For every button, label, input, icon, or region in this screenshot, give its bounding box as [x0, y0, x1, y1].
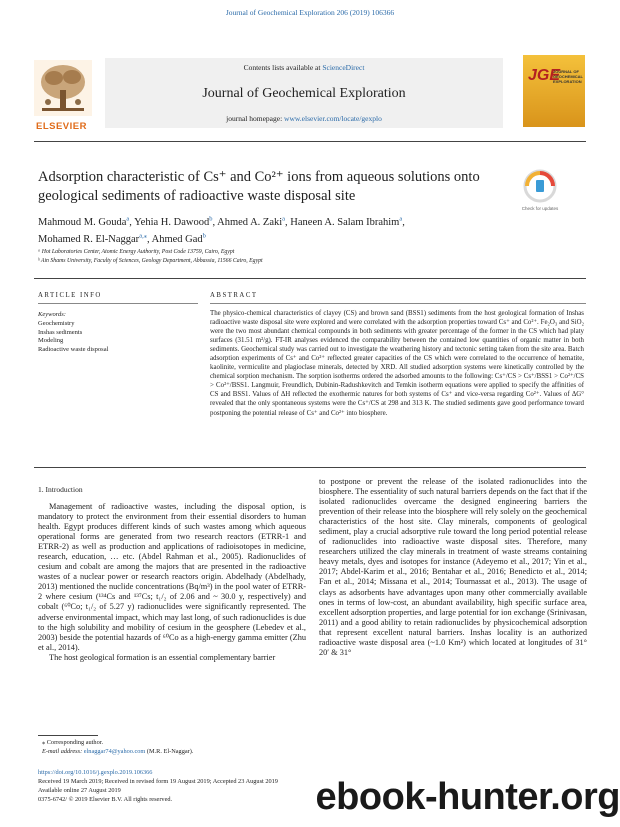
author-list [38, 214, 558, 248]
author-affil-mark[interactable]: b [209, 215, 213, 223]
copyright-line: 0375-6742/ © 2019 Elsevier B.V. All rights reserved. [38, 796, 173, 803]
corresponding-author-note: ⁎ Corresponding author. [42, 739, 104, 746]
author-line-1: Mahmoud M. Gouda$^a$, Yehia H. Dawood$^b$, Ahmed A. Zaki$^a$, Haneen A. Salam Ibrahim$^a$, [38, 215, 405, 228]
intro-column-right [319, 477, 587, 658]
intro-paragraph: Management of radioactive wastes, including the disposal option, is mandatory to protect the environment from their essential disorders to human health. Egypt produces different kinds of such wastes among which aqueous operational forms are generated from two research reactors (ETRR-1 and ETRR-2) as well as production and applications of radioisotopes in medicine, research, education, … etc. (Abdel Rahman et al., 2005). Radionuclides of cesium and cobalt are among the majors that are presented in the radioactive wastes of a nuclear power or research reactors origin. Abdelhady (Abdelhady, 2013) mentioned the nuclide concentrations (Bq/m³) in the pool water of ETRR-2 where cesium (¹³⁴Cs and ¹³⁷Cs; t₁/₂ of 2.06 and ~ 30.0 y, respectively) and cobalt (⁶⁰Co; t₁/₂ of 5.27 y) radionuclides were significantly represented. The adverse environmental impact, which may last long, of such radionuclides is due to the high solubility and mobility of cesium in the geosphere (Lebedev et al., 2003) beside the potential hazards of ⁶⁰Co as a high-energy gamma emitter (Zhu et al., 2014). [38, 502, 306, 652]
author-name: Mohamed R. El-Naggar [38, 234, 140, 245]
author-name: Mahmoud M. Gouda [38, 217, 127, 228]
author-name: Haneen A. Salam Ibrahim [290, 217, 400, 228]
doi-link[interactable]: https://doi.org/10.1016/j.gexplo.2019.106366 [38, 769, 153, 776]
homepage-link[interactable]: www.elsevier.com/locate/gexplo [284, 114, 382, 123]
check-for-updates-label[interactable]: Check for updates [521, 206, 559, 211]
author-name: Ahmed A. Zaki [217, 217, 283, 228]
keyword: Modeling [38, 337, 64, 344]
affiliation-b: ᵇ Ain Shams University, Faculty of Sciences, Geology Department, Abbassia, 11566 Cairo, Egypt [38, 258, 263, 264]
available-online: Available online 27 August 2019 [38, 787, 121, 794]
author-line-2: Mohamed R. El-Naggar$^{a,⁎}$, Ahmed Gad$^b$ [38, 232, 206, 245]
keyword: Geochemistry [38, 320, 75, 327]
intro-column-left [38, 502, 306, 663]
journal-name: Journal of Geochemical Exploration [202, 86, 406, 101]
article-info-rule [38, 303, 198, 304]
article-title-line-1: Adsorption characteristic of Cs⁺ and Co²⁺ ions from aqueous solutions onto [38, 169, 480, 185]
affiliation-a: ᵃ Hot Laboratories Center, Atomic Energy Authority, Post Code 13759, Cairo, Egypt [38, 249, 235, 255]
author-affil-mark[interactable]: a,⁎ [139, 232, 147, 240]
intro-paragraph: to postpone or prevent the release of the isolated radionuclides into the biosphere. The essentiality of such natural barriers depends on the fact that if the isolated radionuclides overcame the designed engineering barriers the prevention of their release into the biosphere will rely solely on the geochemical characteristics of the host site. Clay minerals, components of geological sediment, play a crucial adsorptive rule toward the long period potential release of radionuclides into radioactive waste disposal sites. Therefore, many researchers utilized the clay minerals in treatment of waste streams containing heavy metals, dyes and isotopes for instance (Adeyemo et al., 2017; Yin et al., 2017; Abdel-Karim et al., 2016; Bentahar et al., 2016; Benedicto et al., 2014; Fan et al., 2014; Missana et al., 2014; Tournassat et al., 2013). The usage of clays as adsorbents have advantages upon many other commercially available ones in terms of low-cost, an abundant availability, high specific surface area, excellent adsorption properties, and large potential for ion exchange (Srinivasan, 2011) and a good ability to retain radionuclides by physicochemical adsorption that represent excellent natural barriers. Inshas locality is an authorized radioactive waste disposal area (~1.0 Km²) which located at longitudes of 31° 20′ & 31° [319, 477, 587, 657]
abstract-bottom-divider [34, 467, 586, 468]
email-line [42, 747, 193, 756]
header-divider [34, 141, 586, 142]
received-dates: Received 19 March 2019; Received in revised form 19 August 2019; Accepted 23 August 2019 [38, 778, 278, 785]
introduction-heading: 1. Introduction [38, 485, 83, 494]
keyword: Inshas sediments [38, 328, 83, 336]
cover-title: JOURNAL OF GEOCHEMICAL EXPLORATION [553, 69, 583, 84]
abstract-rule [210, 303, 586, 304]
author-name: Yehia H. Dawood [134, 217, 210, 228]
publisher-wordmark: ELSEVIER [36, 121, 87, 132]
homepage-line [105, 114, 503, 123]
elsevier-tree-logo [34, 60, 92, 116]
author-affil-mark[interactable]: a [126, 215, 130, 223]
abstract-heading: ABSTRACT [210, 292, 258, 299]
watermark: ebook-hunter.org [315, 776, 620, 818]
article-info-heading: ARTICLE INFO [38, 292, 102, 299]
email-label: E-mail address: [42, 748, 84, 755]
author-affil-mark[interactable]: b [202, 232, 206, 240]
sciencedirect-link[interactable]: ScienceDirect [322, 63, 365, 72]
author-affil-mark[interactable]: a [282, 215, 286, 223]
article-title [38, 168, 508, 206]
author-name: Ahmed Gad [151, 234, 203, 245]
cover-abbreviation: JGE [528, 67, 561, 84]
author-affil-mark[interactable]: a [399, 215, 403, 223]
keywords-label: Keywords: [38, 311, 66, 318]
email-link[interactable]: elnaggar74@yahoo.com [83, 748, 146, 755]
section-divider [34, 278, 586, 279]
intro-paragraph: The host geological formation is an essential complementary barrier [49, 652, 276, 662]
abstract-text: The physico-chemical characteristics of clayey (CS) and brown sand (BSS1) sediments from the host geological formation of Inshas radioactive waste disposal site were explored and were correlated with the adsorption properties toward Cs⁺ and Co²⁺. Fe₂O₃ and SiO₂ were the two most abundant chemical compounds in both sediments with greater percentage of the former in the CS which had platy surfaces (31.51 m²/g). FT-IR analyses evidenced the comparability between the contained low quantities of organic matter in both sediments. Geochemical study was carried out to investigate the weathering history and tectonic setting taken from the site area. Batch adsorption experiments of Cs⁺ and Co²⁺ reflected greater capacities of the CS which were correlated to the occurrence of hematite, kaolinite, vermiculite and plagioclase minerals, detected by XRD. All studied adsorption systems were kinetically controlled by the chemical sorption mechanism. The sorption isotherms ordered the adsorbed amounts to the following: Cs⁺/CS > Cs⁺/BSS1 > Co²⁺/CS > Co²⁺/BSS1. Langmuir, Freundlich, Dubinin-Radushkevitch and Temkin isotherm equations were applied to specify the affinities of CS and BSS1. Values of ΔH reflected the exothermic natures for both systems of Cs⁺ and vice-versa regarding Co²⁺. Values of ΔG° revealed that the only spontaneous systems were the Cs⁺/CS at 298 and 313 K. The studied sediments gave good performance toward postponing the potential release of Cs⁺ and Co²⁺ into biosphere. [210, 310, 584, 417]
contents-line [105, 63, 503, 72]
article-title-line-2: geological sediments of radioactive waste disposal site [38, 188, 356, 204]
keyword: Radioactive waste disposal [38, 345, 109, 353]
email-suffix: (M.R. El-Naggar). [145, 748, 194, 755]
contents-prefix: Contents lists available at [243, 63, 323, 72]
footnote-divider [38, 735, 98, 736]
journal-cover-image [523, 55, 585, 127]
journal-citation[interactable]: Journal of Geochemical Exploration 206 (2019) 106366 [225, 8, 395, 17]
homepage-prefix: journal homepage: [226, 114, 285, 123]
check-for-updates-icon[interactable] [520, 168, 560, 206]
